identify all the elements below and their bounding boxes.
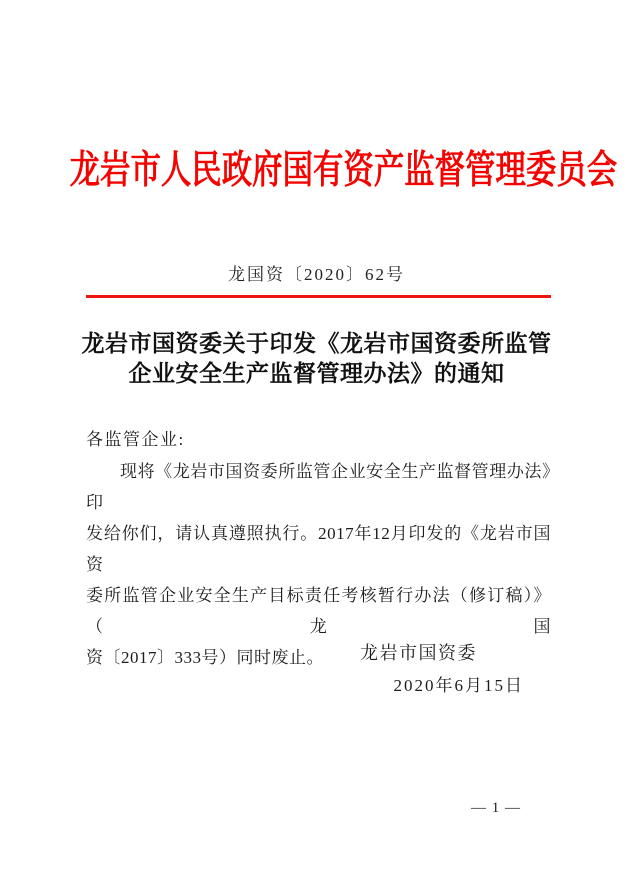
- document-title-line-1: 龙岩市国资委关于印发《龙岩市国资委所监管: [81, 331, 552, 356]
- document-number: 龙国资〔2020〕62号: [228, 265, 405, 284]
- red-divider-line: [86, 295, 551, 298]
- body-line-2: 发给你们，请认真遵照执行。2017年12月印发的《龙岩市国资: [86, 524, 551, 574]
- body-line-3: 委所监管企业安全生产目标责任考核暂行办法（修订稿）》（龙国: [86, 586, 551, 636]
- body-line-1: 现将《龙岩市国资委所监管企业安全生产监督管理办法》印: [86, 462, 551, 512]
- signature-date: 2020年6月15日: [393, 676, 524, 695]
- letterhead-agency-title: 龙岩市人民政府国有资产监督管理委员会: [69, 149, 618, 192]
- signature-name: 龙岩市国资委: [360, 643, 477, 663]
- document-title: [40, 329, 593, 389]
- body-line-4: 资〔2017〕333号）同时废止。: [86, 648, 324, 667]
- page-number: — 1 —: [471, 800, 521, 816]
- document-title-line-2: 企业安全生产监督管理办法》的通知: [128, 361, 505, 386]
- salutation: 各监管企业:: [86, 430, 185, 449]
